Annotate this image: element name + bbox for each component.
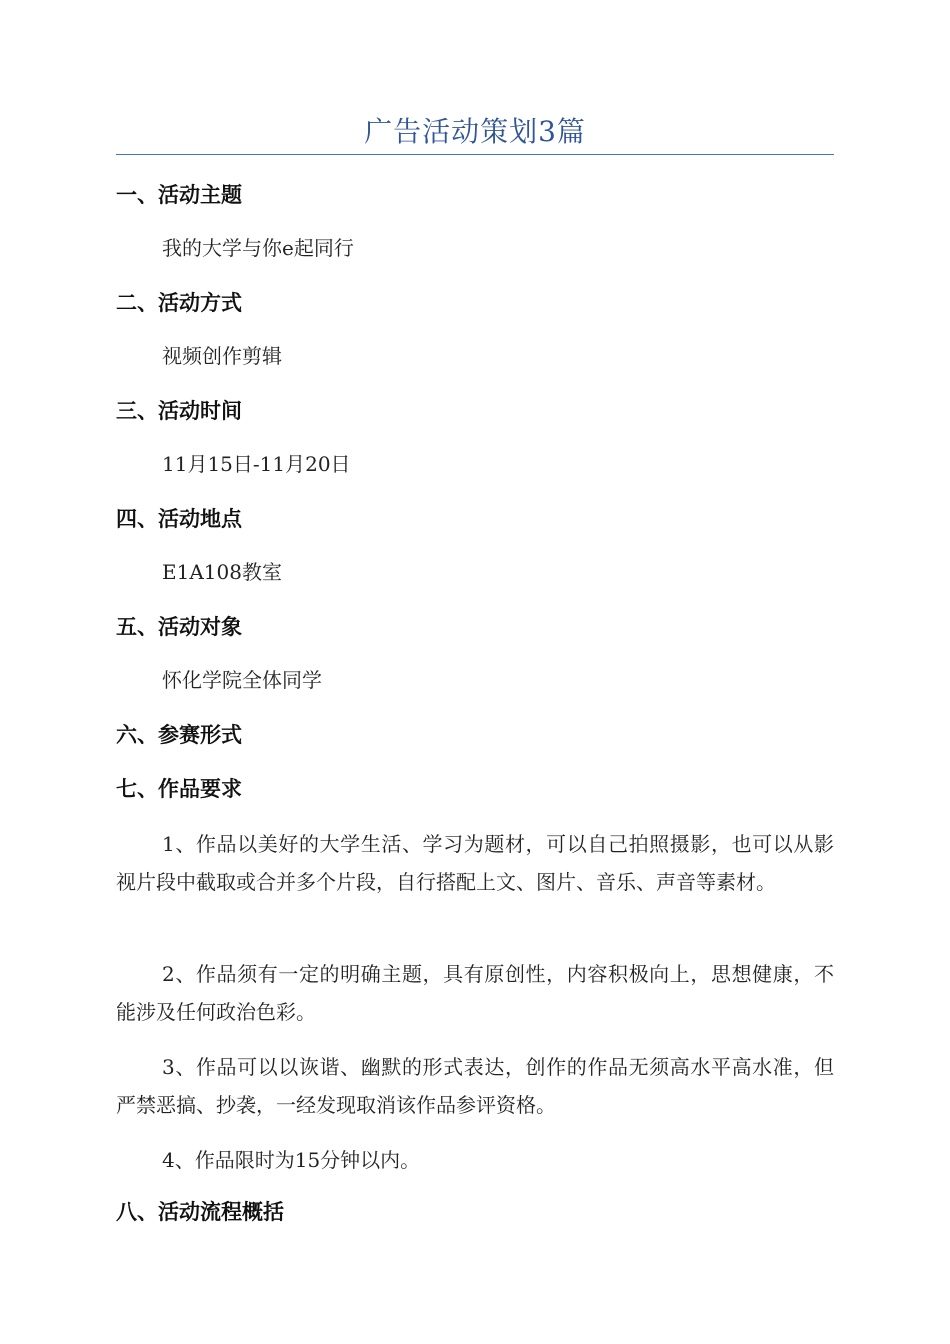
section-heading-time: 三、活动时间 [116, 399, 242, 423]
section-content-location: E1A108教室 [162, 560, 282, 584]
section-heading-method: 二、活动方式 [116, 291, 242, 315]
section-heading-process: 八、活动流程概括 [116, 1200, 284, 1224]
section-content-method: 视频创作剪辑 [162, 344, 282, 368]
requirement-paragraph-1: 1、作品以美好的大学生活、学习为题材，可以自己拍照摄影，也可以从影视片段中截取或合并多个片段，自行搭配上文、图片、音乐、声音等素材。 [116, 832, 834, 894]
section-content-theme: 我的大学与你e起同行 [162, 236, 354, 260]
section-content-audience: 怀化学院全体同学 [162, 668, 322, 692]
requirement-paragraph-2: 2、作品须有一定的明确主题，具有原创性，内容积极向上，思想健康，不能涉及任何政治色彩。 [116, 962, 834, 1024]
section-heading-format: 六、参赛形式 [116, 723, 242, 747]
document-title: 广告活动策划3篇 [364, 115, 586, 148]
requirement-paragraph-4: 4、作品限时为15分钟以内。 [162, 1148, 421, 1172]
section-heading-audience: 五、活动对象 [116, 615, 242, 639]
title-underline [116, 154, 834, 155]
section-content-time: 11月15日-11月20日 [162, 452, 351, 476]
section-heading-requirements: 七、作品要求 [116, 777, 242, 801]
requirement-paragraph-3: 3、作品可以以诙谐、幽默的形式表达，创作的作品无须高水平高水准，但严禁恶搞、抄袭，一经发现取消该作品参评资格。 [116, 1055, 834, 1117]
section-heading-theme: 一、活动主题 [116, 183, 242, 207]
section-heading-location: 四、活动地点 [116, 507, 242, 531]
